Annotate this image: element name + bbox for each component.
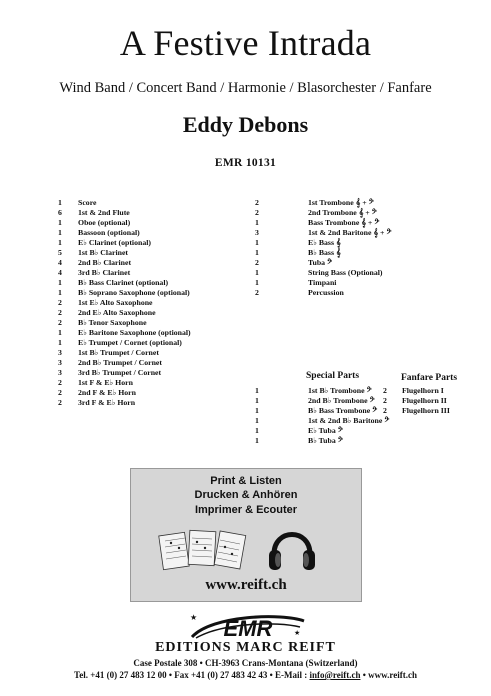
special-parts-list [255, 386, 395, 446]
promo-line-german: Drucken & Anhören [194, 489, 298, 501]
part-quantity: 1 [255, 436, 259, 445]
part-row [255, 228, 395, 238]
part-row [255, 416, 395, 426]
part-row [58, 268, 248, 278]
part-name: 3rd F & E♭ Horn [78, 398, 136, 407]
publisher-contact [0, 670, 491, 680]
part-quantity: 2 [383, 396, 387, 405]
part-name: 2nd Trombone 𝄞 + 𝄢 [308, 208, 377, 217]
part-name: 1st B♭ Clarinet [78, 248, 129, 257]
part-row [255, 386, 395, 396]
part-quantity: 2 [383, 406, 387, 415]
part-row [58, 388, 248, 398]
part-name: E♭ Clarinet (optional) [78, 238, 151, 247]
part-row [58, 258, 248, 268]
part-quantity: 2 [58, 388, 62, 397]
part-name: E♭ Bass 𝄞 [308, 238, 341, 247]
part-quantity: 1 [255, 416, 259, 425]
part-row [58, 238, 248, 248]
publisher-name: EDITIONS MARC REIFT [155, 640, 336, 655]
part-row [255, 218, 395, 228]
part-name: 1st Trombone 𝄞 + 𝄢 [308, 198, 374, 207]
part-row [255, 248, 395, 258]
part-name: 3rd B♭ Trumpet / Cornet [78, 368, 162, 377]
part-name: 1st & 2nd B♭ Baritone 𝄢 [308, 416, 390, 425]
special-parts-heading: Special Parts [306, 371, 360, 381]
svg-text:★: ★ [190, 613, 198, 622]
part-row [255, 278, 395, 288]
sheet-music-icon [157, 525, 249, 571]
part-name: B♭ Bass Clarinet (optional) [78, 278, 169, 287]
part-quantity: 3 [58, 368, 62, 377]
part-quantity: 1 [58, 228, 62, 237]
part-name: E♭ Trumpet / Cornet (optional) [78, 338, 182, 347]
part-quantity: 1 [255, 406, 259, 415]
part-name: 2nd F & E♭ Horn [78, 388, 136, 397]
part-quantity: 1 [255, 248, 259, 257]
part-name: String Bass (Optional) [308, 268, 383, 277]
part-quantity: 1 [58, 338, 62, 347]
part-row [58, 248, 248, 258]
part-row [255, 436, 395, 446]
part-quantity: 1 [58, 218, 62, 227]
part-quantity: 1 [255, 278, 259, 287]
part-row [255, 288, 395, 298]
part-name: 3rd B♭ Clarinet [78, 268, 131, 277]
part-row [58, 378, 248, 388]
part-quantity: 2 [58, 308, 62, 317]
part-row [58, 328, 248, 338]
part-name: Flugelhorn III [402, 406, 450, 415]
part-quantity: 2 [58, 398, 62, 407]
part-quantity: 2 [383, 386, 387, 395]
part-name: 2nd E♭ Alto Saxophone [78, 308, 156, 317]
part-name: Flugelhorn I [402, 386, 444, 395]
part-name: Oboe (optional) [78, 218, 131, 227]
svg-text:★: ★ [294, 629, 301, 637]
part-row [58, 228, 248, 238]
part-quantity: 1 [58, 278, 62, 287]
part-row [383, 386, 483, 396]
parts-list-woodwinds-brass [58, 198, 248, 408]
part-quantity: 2 [255, 258, 259, 267]
part-row [58, 288, 248, 298]
contact-phone-fax: Tel. +41 (0) 27 483 12 00 • Fax +41 (0) 27 483 42 43 • E-Mail : [74, 670, 310, 680]
part-row [58, 398, 248, 408]
part-name: 2nd B♭ Trombone 𝄢 [308, 396, 375, 405]
publisher-address: Case Postale 308 • CH-3963 Crans-Montana (Switzerland) [133, 658, 358, 668]
parts-list-low-brass-percussion [255, 198, 395, 298]
part-quantity: 3 [58, 358, 62, 367]
part-quantity: 1 [255, 386, 259, 395]
ensemble-subtitle: Wind Band / Concert Band / Harmonie / Blasorchester / Fanfare [59, 80, 432, 96]
part-row [58, 298, 248, 308]
part-quantity: 3 [58, 348, 62, 357]
part-row [58, 278, 248, 288]
emr-logo [182, 611, 312, 641]
part-row [58, 368, 248, 378]
part-name: Bassoon (optional) [78, 228, 140, 237]
part-name: 1st B♭ Trombone 𝄢 [308, 386, 372, 395]
part-row [255, 268, 395, 278]
part-row [255, 258, 395, 268]
part-name: 2nd B♭ Clarinet [78, 258, 132, 267]
part-quantity: 2 [255, 208, 259, 217]
part-name: 1st & 2nd Flute [78, 208, 130, 217]
part-row [255, 238, 395, 248]
part-name: 1st & 2nd Baritone 𝄞 + 𝄢 [308, 228, 392, 237]
part-name: Tuba 𝄢 [308, 258, 333, 267]
part-quantity: 1 [58, 198, 62, 207]
part-name: 1st B♭ Trumpet / Cornet [78, 348, 159, 357]
part-name: 1st E♭ Alto Saxophone [78, 298, 153, 307]
part-name: Timpani [308, 278, 337, 287]
part-quantity: 1 [58, 288, 62, 297]
part-quantity: 1 [58, 238, 62, 247]
part-quantity: 6 [58, 208, 62, 217]
part-name: B♭ Tenor Saxophone [78, 318, 147, 327]
part-row [255, 406, 395, 416]
part-row [58, 348, 248, 358]
part-quantity: 2 [255, 288, 259, 297]
part-quantity: 1 [58, 328, 62, 337]
fanfare-parts-list [383, 386, 483, 416]
part-row [58, 208, 248, 218]
part-row [58, 318, 248, 328]
emr-logo-text: EMR [223, 616, 273, 641]
part-name: B♭ Tuba 𝄢 [308, 436, 343, 445]
website-link[interactable]: www.reift.ch [205, 577, 287, 593]
part-quantity: 2 [58, 298, 62, 307]
part-name: B♭ Soprano Saxophone (optional) [78, 288, 190, 297]
part-quantity: 2 [58, 378, 62, 387]
part-quantity: 1 [255, 268, 259, 277]
part-quantity: 4 [58, 258, 62, 267]
part-row [255, 208, 395, 218]
part-name: 1st F & E♭ Horn [78, 378, 133, 387]
part-name: B♭ Bass Trombone 𝄢 [308, 406, 378, 415]
fanfare-parts-heading: Fanfare Parts [401, 373, 458, 383]
part-name: Score [78, 198, 97, 207]
print-and-listen-promo[interactable] [130, 468, 362, 602]
part-row [383, 406, 483, 416]
part-quantity: 1 [255, 218, 259, 227]
composer-name: Eddy Debons [182, 112, 309, 137]
part-row [255, 396, 395, 406]
part-row [58, 358, 248, 368]
part-name: E♭ Tuba 𝄢 [308, 426, 343, 435]
headphones-icon [266, 518, 318, 576]
part-name: 2nd B♭ Trumpet / Cornet [78, 358, 162, 367]
part-name: Bass Trombone 𝄞 + 𝄢 [308, 218, 380, 227]
part-name: Percussion [308, 288, 344, 297]
part-row [255, 426, 395, 436]
part-quantity: 5 [58, 248, 62, 257]
part-row [58, 198, 248, 208]
part-quantity: 1 [255, 238, 259, 247]
part-row [58, 308, 248, 318]
part-row [58, 218, 248, 228]
piece-title: A Festive Intrada [119, 23, 372, 63]
part-row [383, 396, 483, 406]
part-row [255, 198, 395, 208]
part-name: Flugelhorn II [402, 396, 447, 405]
part-quantity: 2 [58, 318, 62, 327]
promo-line-english: Print & Listen [210, 475, 282, 487]
part-quantity: 1 [255, 396, 259, 405]
part-quantity: 4 [58, 268, 62, 277]
contact-website: • www.reift.ch [360, 670, 417, 680]
part-quantity: 3 [255, 228, 259, 237]
promo-line-french: Imprimer & Ecouter [194, 504, 298, 516]
part-name: B♭ Bass 𝄞 [308, 248, 341, 257]
email-link[interactable]: info@reift.ch [309, 670, 361, 680]
part-quantity: 1 [255, 426, 259, 435]
part-quantity: 2 [255, 198, 259, 207]
part-row [58, 338, 248, 348]
part-name: E♭ Baritone Saxophone (optional) [78, 328, 191, 337]
catalog-number: EMR 10131 [214, 157, 277, 169]
